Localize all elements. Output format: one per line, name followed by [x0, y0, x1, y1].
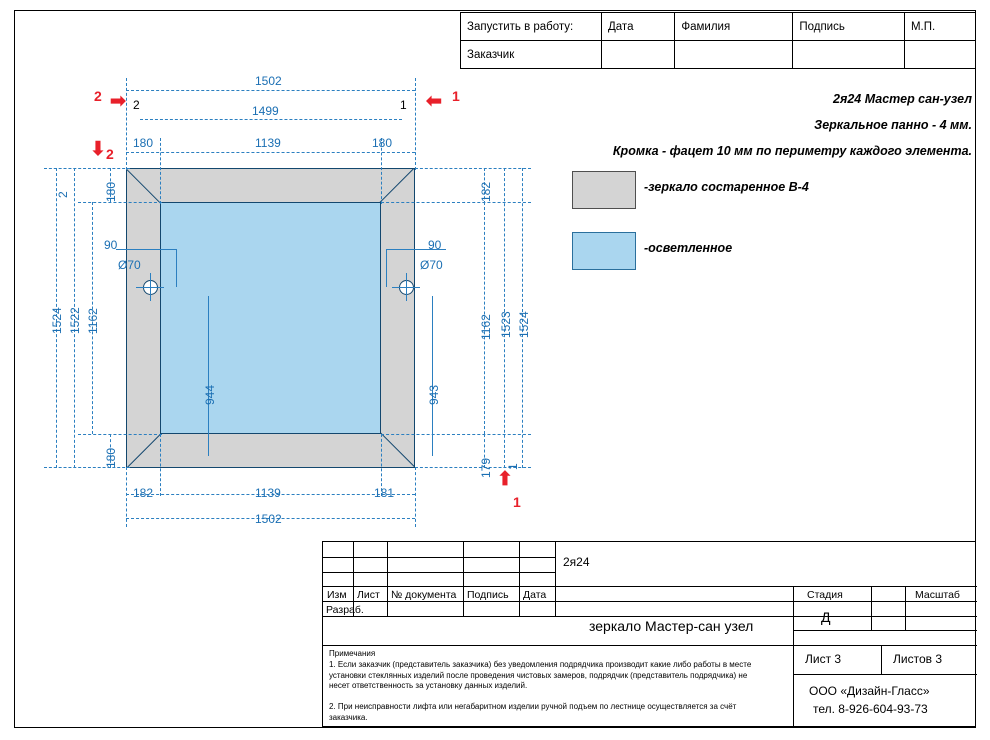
dim-line-top-1499: [140, 119, 402, 120]
dim-top-seg-mid-1139: 1139: [255, 136, 281, 150]
section-arrow-2-top-icon: ➡: [110, 91, 126, 112]
ext-line-bottom-inner-left: [78, 434, 162, 435]
ext-line-right-inner-top: [381, 202, 531, 203]
dim-bottom-1139: 1139: [255, 486, 281, 500]
dim-hole-right-diameter: Ø70: [420, 258, 443, 272]
legend-label-clear-mirror: -осветленное: [644, 241, 733, 255]
dim-hole-right-90: 90: [428, 238, 442, 252]
legend-label-aged-mirror: -зеркало состаренное В-4: [644, 180, 809, 194]
dim-bottom-182: 182: [133, 486, 154, 500]
tb-drawing-title: зеркало Мастер-сан узел: [589, 618, 754, 634]
dim-line-inner-944: [208, 296, 209, 456]
tb-notes-header: Примечания: [329, 649, 376, 658]
section-arrow-1-bottom-icon: ⬆: [497, 469, 513, 490]
approval-header-surname: Фамилия: [675, 13, 793, 41]
dim-hole-left-diameter: Ø70: [118, 258, 141, 272]
mirror-panel-inner: [160, 202, 381, 434]
tb-sheet-label: Лист 3: [805, 652, 842, 666]
hole-left-dim-ext: [176, 249, 177, 287]
hole-left: [143, 280, 158, 295]
dim-right-179: 179: [479, 457, 493, 478]
tb-col-5: [555, 542, 556, 616]
dim-left-1522: 1522: [68, 307, 82, 334]
tb-stage-header: Стадия: [807, 589, 843, 601]
ext-line-left-outer: [126, 78, 127, 170]
approval-header-date: Дата: [602, 13, 675, 41]
customer-date-cell: [602, 41, 675, 69]
ext-line-right-outer: [415, 78, 416, 170]
section-label-1-bottom: 1: [513, 494, 521, 510]
approval-header-signature: Подпись: [793, 13, 905, 41]
dim-left-180-top: 180: [104, 181, 118, 202]
tb-row-label-razrab: Разраб.: [326, 604, 364, 616]
ext-line-right-top: [415, 168, 531, 169]
tb-note-2: 2. При неисправности лифта или негабаритном изделии ручной подъем по лестнице осуществляется за счёт заказчика.: [329, 702, 737, 722]
approval-table: [460, 12, 976, 69]
tb-rule-stage: [793, 630, 977, 631]
dim-top-1502: 1502: [255, 74, 282, 88]
tb-col-header-list: Лист: [357, 589, 380, 601]
tb-code-top: 2я24: [563, 555, 590, 569]
ext-line-bottom-right-outer: [415, 467, 416, 527]
tb-rule-sheet: [793, 674, 977, 675]
dim-line-top-chain: [126, 152, 415, 153]
title-block: [322, 541, 976, 727]
dim-right-182: 182: [479, 181, 493, 202]
tb-stage-value: Д: [821, 609, 831, 625]
dim-right-1162: 1162: [479, 314, 493, 340]
tb-col-6: [793, 586, 794, 728]
tb-rule-1: [323, 586, 977, 587]
ext-line-bottom-left-inner: [160, 434, 161, 496]
hole-right: [399, 280, 414, 295]
tb-sheets-label: Листов 3: [893, 652, 942, 666]
hole-left-dim-line: [116, 249, 176, 250]
dim-line-top-1502: [126, 90, 415, 91]
tb-scale-header: Масштаб: [915, 589, 960, 601]
dim-right-1: 1: [506, 463, 520, 470]
legend-swatch-aged-mirror: [572, 171, 636, 209]
tb-col-header-date: Дата: [523, 589, 547, 601]
approval-label: Запустить в работу:: [461, 13, 602, 41]
tb-phone: тел. 8-926-604-93-73: [813, 702, 928, 716]
tb-col-4: [519, 542, 520, 616]
dim-inner-943: 943: [427, 384, 441, 405]
hole-left-centerline-v: [150, 273, 151, 301]
customer-signature-cell: [793, 41, 905, 69]
tb-rule-top2: [323, 572, 555, 573]
tb-col-2: [387, 542, 388, 616]
dim-top-seg-left-180: 180: [133, 136, 154, 150]
ext-line-left-inner: [160, 138, 161, 204]
approval-header-stamp: М.П.: [904, 13, 975, 41]
customer-label: Заказчик: [461, 41, 602, 69]
table-row: [461, 41, 976, 69]
hole-right-dim-ext: [386, 249, 387, 287]
section-label-2-top: 2: [94, 88, 102, 104]
dim-bottom-181: 181: [374, 486, 395, 500]
tb-col-header-izm: Изм: [327, 589, 347, 601]
tb-col-8: [905, 586, 906, 630]
tb-rule-top1: [323, 557, 555, 558]
note-line-3: Кромка - фацет 10 мм по периметру каждого элемента.: [612, 144, 972, 158]
tb-col-9: [881, 645, 882, 674]
customer-stamp-cell: [904, 41, 975, 69]
ext-line-right-inner-bottom: [381, 434, 531, 435]
dim-right-1524: 1524: [517, 311, 531, 338]
dim-top-seg-right-180: 180: [372, 136, 393, 150]
note-line-2: Зеркальное панно - 4 мм.: [814, 118, 972, 132]
tb-company: ООО «Дизайн-Гласс»: [809, 684, 930, 698]
dim-left-1162: 1162: [86, 308, 100, 334]
dim-bottom-1502: 1502: [255, 512, 282, 526]
section-label-2-left: 2: [106, 146, 114, 162]
customer-surname-cell: [675, 41, 793, 69]
tb-rule-2: [323, 601, 977, 602]
section-arrow-1-top-icon: ⬅: [426, 91, 442, 112]
section-label-2-inner: 2: [133, 98, 140, 112]
section-label-1-inner: 1: [400, 98, 407, 112]
section-label-1-top: 1: [452, 88, 460, 104]
dim-right-1523: 1523: [499, 311, 513, 338]
dim-hole-left-90: 90: [104, 238, 118, 252]
dim-left-180-bottom: 180: [104, 447, 118, 468]
note-line-1: 2я24 Мастер сан-узел: [833, 92, 972, 106]
tb-col-7: [871, 586, 872, 630]
dim-top-1499: 1499: [252, 104, 279, 118]
tb-col-header-doc: № документа: [391, 589, 457, 601]
ext-line-top-inner-left: [78, 202, 162, 203]
dim-inner-944: 944: [203, 384, 217, 405]
dim-left-2: 2: [56, 191, 70, 198]
tb-note-1: 1. Если заказчик (представитель заказчика) без уведомления подрядчика производит какие либо работы в месте установки стеклянных изделий после проведения чистовых замеров, подрядчик (представитель подрядчика) не несет ответственность за установку данных изделий.: [329, 660, 752, 690]
tb-rule-4: [323, 645, 977, 646]
tb-rule-3: [323, 616, 977, 617]
hole-right-centerline-v: [406, 273, 407, 301]
section-arrow-2-left-icon: ⬇: [90, 139, 106, 160]
dim-left-1524: 1524: [50, 307, 64, 334]
tb-col-header-sign: Подпись: [467, 589, 509, 601]
legend-swatch-clear-mirror: [572, 232, 636, 270]
tb-col-3: [463, 542, 464, 616]
dim-line-inner-943: [432, 296, 433, 456]
table-row: [461, 13, 976, 41]
